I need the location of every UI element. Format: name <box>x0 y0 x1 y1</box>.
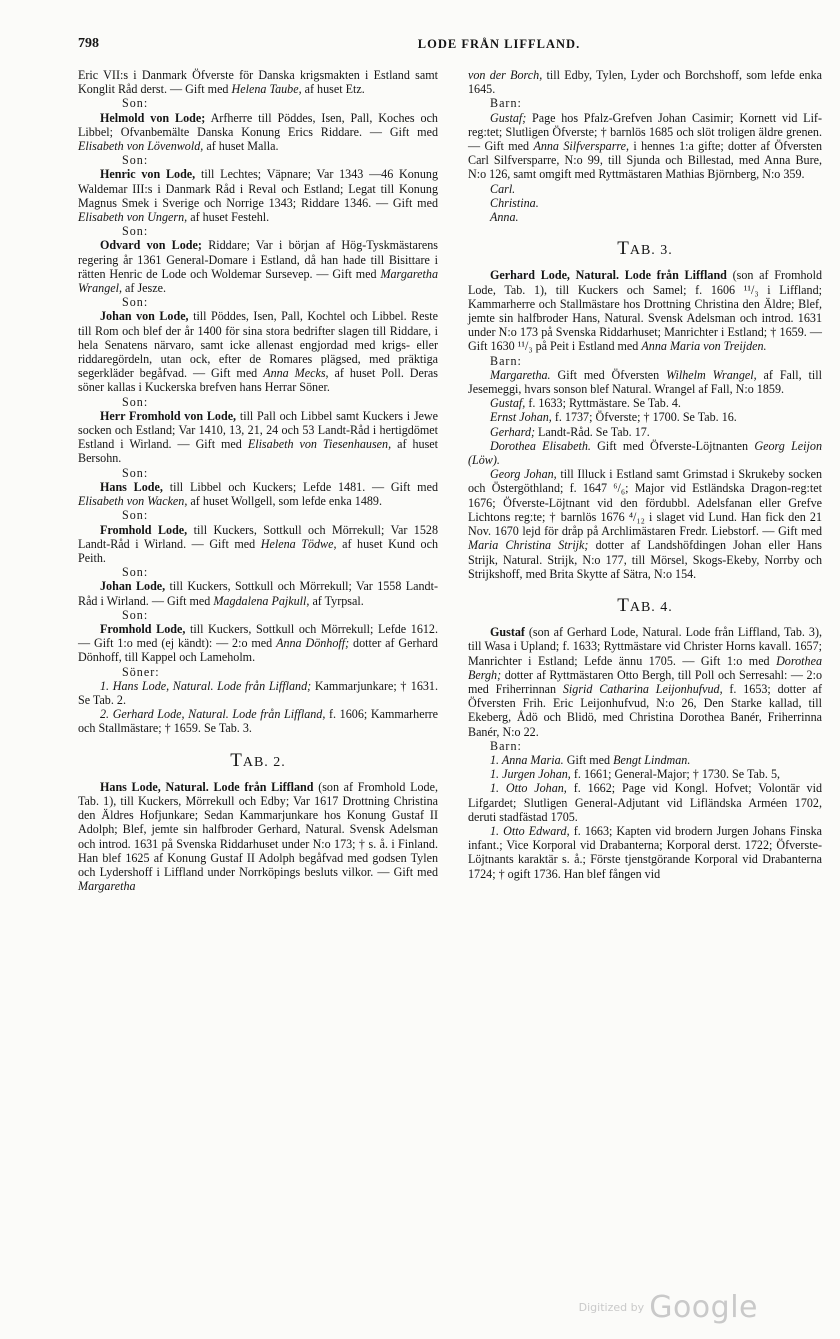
section-label: Son: <box>122 508 149 523</box>
section-label: Son: <box>122 465 149 480</box>
section-label: Son: <box>122 153 149 168</box>
paragraph: Johan von Lode, till Pöddes, Isen, Pall, Kochtel och Libbel. Reste till Rom och blef der år 1400 för sina stora bedrifter slagen till Riddare, i hela Senatens närvaro, samt icke allenast engjordad med krigs- eller riddaregördeln, utan ock, efter de Romares plägsed, med präktiga segerkläder begåfvad. — Gift med Anna Mecks, af huset Poll. Deras söner kallas i Kuckerska brefven hans Herrar Söner. <box>78 309 438 395</box>
right-column <box>468 68 822 881</box>
watermark-prefix: Digitized by <box>578 1301 645 1314</box>
list-item: Carl. <box>490 181 516 196</box>
paragraph: Herr Fromhold von Lode, till Pall och Libbel samt Kuckers i Jewe socken och Estland; Var 1410, 13, 21, 24 och 53 Landt-Råd i hertigdömet Estland i Wirland. — Gift med Elisabeth von Tiesenhausen, af huset Bersohn. <box>78 408 439 466</box>
paragraph: Gerhard Lode, Natural. Lode från Liffland (son af Fromhold Lode, Tab. 1), till Kuckers och Samel; f. 1606 ¹¹/₃ i Liffland; Kammarherre och Stallmästare hos Drottning Christina den Äldre; Blef, jemte sin halfbroder Hans, Natural. Svensk Adelsman och introd. 1631 under N:o 173 på Svenska Riddarhuset; Manrichter i Estland; † 1659. — Gift 1630 ¹¹/₃ på Peit i Estland med Anna Maria von Treijden. <box>468 268 822 354</box>
list-item: 2. Gerhard Lode, Natural. Lode från Liffland, f. 1606; Kammarherre och Stallmästare; † 1659. Se Tab. 3. <box>78 707 438 736</box>
section-label: Son: <box>122 565 149 580</box>
paragraph: Fromhold Lode, till Kuckers, Sottkull och Mörrekull; Lefde 1612. — Gift 1:o med (ej kändt): — 2:o med Anna Dönhoff; dotter af Gerhard Dönhoff, till Kappel och Lameholm. <box>78 621 438 665</box>
paragraph: Hans Lode, Natural. Lode från Liffland (son af Fromhold Lode, Tab. 1), till Kuckers, Mörrekull och Edby; Var 1617 Drottning Christina den Äldres Hofjunkare; Sedan Kammarjunkare hos Konung Gustaf II Adolph; Blef, jemte sin halfbroder Gerhard, Natural. Svensk Adelsman och introd. 1631 på Svenska Riddarhuset under N:o 173; † s. å. i Finland. Han blef 1625 af Konung Gustaf II Adolph begåfvad med godsen Tylen och Lydershoff i Liffland under Norrköpings besluts vilkor. — Gift med Margaretha <box>78 779 438 894</box>
paragraph: Gustaf (son af Gerhard Lode, Natural. Lode från Liffland, Tab. 3), till Wasa i Upland; f. 1633; Ryttmästare vid Christer Horns kavall. 1657; Manrichter i Estland; Lefde ännu 1705. — Gift 1:o med Dorothea Bergh; dotter af Ryttmästaren Otto Bergh, till Poll och Serresahl: — 2:o med Friherrinnan Sigrid Catharina Leijonhufvud, f. 1653; dotter af Öfversten Frih. Eric Leijonhufvud, N:o 26, Den Starke kallad, till Ekeberg, Ådö och Blidö, med Christina Dorothea Banér, Friherrinna Banér, N:o 22. <box>468 625 822 739</box>
paragraph: 1. Otto Edward, f. 1663; Kapten vid brodern Jurgen Johans Finska infant.; Vice Korporal vid Drabanterna; Korporal derst. 1722; Öfverste-Löjtnants karaktär s. å.; Förste tjenstgörande Korporal vid Drabanterna 1724; † ogift 1736. Han blef fången vid <box>468 823 822 881</box>
section-label: Son: <box>122 224 149 239</box>
page-header <box>78 36 810 56</box>
paragraph: 1. Anna Maria. Gift med Bengt Lindman. <box>490 752 691 767</box>
paragraph: Gustaf; Page hos Pfalz-Grefven Johan Casimir; Kornett vid Lif-reg:tet; Slutligen Öfverste; † barnlös 1685 och slöt troligen äldre grenen. — Gift med Anna Silfversparre, i hennes 1:a gifte; dotter af Öfversten Carl Silfversparre, N:o 99, till Sjunda och Billestad, med Anna Bure, N:o 126, samt omgift med Ryttmästaren Mathias Björnberg, N:o 359. <box>468 110 823 182</box>
paragraph: Georg Johan, till Illuck i Estland samt Grimstad i Skrukeby socken och Östergöthland; f. 1647 ⁶/₆; Major vid Estländska Dragon-reg:tet 1676; Öfverste-Löjtnant vid den fördubbl. Adelsfanan eller Grefve Lichtons reg:te; † barnlös 1676 ⁴/₁₂ i slaget vid Lund. Han fick den 21 Nov. 1670 lejd för dråp på Archlimästaren Fredr. Liebstorf. — Gift med Maria Christina Strijk; dotter af Landshöfdingen Johan eller Hans Strijk, Natural. Strijk, N:o 177, till Mörsel, Skogs-Ekeby, Norrby och Strijkshoff, med Brita Skytte af Sätra, N:o 154. <box>468 467 822 581</box>
table-heading-2: TAB. 2. <box>230 749 286 771</box>
paragraph: 1. Jurgen Johan, f. 1661; General-Major; † 1730. Se Tab. 5, <box>490 767 781 782</box>
section-label: Son: <box>122 607 149 622</box>
paragraph: Margaretha. Gift med Öfversten Wilhelm Wrangel, af Fall, till Jesemeggi, hvars sonson blef Natural. Wrangel af Fall, N:o 1859. <box>468 367 822 397</box>
section-label: Son: <box>122 96 149 111</box>
paragraph: Hans Lode, till Libbel och Kuckers; Lefde 1481. — Gift med Elisabeth von Wacken, af huset Wollgell, som lefde enka 1489. <box>78 479 439 509</box>
paragraph: Dorothea Elisabeth. Gift med Öfverste-Löjtnanten Georg Leijon (Löw). <box>468 438 822 468</box>
page-number: 798 <box>78 36 99 51</box>
paragraph: Henric von Lode, till Lechtes; Väpnare; Var 1343 —46 Konung Waldemar III:s i Danmark Råd i Reval och Estland; Legat till Konung Magnus Smek i Sverige och Norrige 1343; Riddare 1346. — Gift med Elisabeth von Ungern, af huset Festehl. <box>78 167 438 225</box>
paragraph: Helmold von Lode; Arfherre till Pöddes, Isen, Pall, Koches och Libbel; Ofvanbemälte Danska Konung Erics Riddare. — Gift med Elisabeth von Lövenwold, af huset Malla. <box>78 110 438 154</box>
section-label: Barn: <box>490 96 522 111</box>
paragraph: von der Borch, till Edby, Tylen, Lyder och Borchshoff, som lefde enka 1645. <box>468 68 822 97</box>
paragraph: Fromhold Lode, till Kuckers, Sottkull och Mörrekull; Var 1528 Landt-Råd i Wirland. — Gift med Helena Tödwe, af huset Kund och Peith. <box>78 522 438 565</box>
section-label: Son: <box>122 394 149 409</box>
running-title: LODE FRÅN LIFFLAND. <box>417 37 581 51</box>
list-item: Christina. <box>490 195 539 210</box>
list-item: Anna. <box>490 210 519 225</box>
left-column <box>78 68 438 893</box>
paragraph: Gustaf, f. 1633; Ryttmästare. Se Tab. 4. <box>490 396 681 411</box>
section-label: Söner: <box>122 664 160 679</box>
paragraph: Eric VII:s i Danmark Öfverste för Danska krigsmakten i Estland samt Konglit Råd derst. — Gift med Helena Taube, af huset Etz. <box>78 68 438 97</box>
section-label: Barn: <box>490 738 522 753</box>
digitized-by-google-watermark <box>579 1290 758 1325</box>
list-item: 1. Hans Lode, Natural. Lode från Liffland; Kammarjunkare; † 1631. Se Tab. 2. <box>78 678 438 707</box>
paragraph: Gerhard; Landt-Råd. Se Tab. 17. <box>490 424 650 439</box>
google-logo: Google <box>649 1290 758 1325</box>
section-label: Barn: <box>490 353 522 368</box>
paragraph: Johan Lode, till Kuckers, Sottkull och Mörrekull; Var 1558 Landt-Råd i Wirland. — Gift med Magdalena Pajkull, af Tyrpsal. <box>78 579 438 608</box>
paragraph: Odvard von Lode; Riddare; Var i början af Hög-Tyskmästarens regering år 1361 General-Domare i Estland, då han hade till Bisittare i rätten Henric de Lode och Woldemar Sursevep. — Gift med Margaretha Wrangel, af Jesze. <box>78 238 438 296</box>
table-heading-3: TAB. 3. <box>617 238 673 260</box>
paragraph: 1. Otto Johan, f. 1662; Page vid Kongl. Hofvet; Volontär vid Lifgardet; Slutligen General-Adjutant vid Lifländska Arméen 1702, deruti stadfästad 1705. <box>468 781 822 824</box>
table-heading-4: TAB. 4. <box>617 594 673 616</box>
paragraph: Ernst Johan, f. 1737; Öfverste; † 1700. Se Tab. 16. <box>490 410 737 425</box>
section-label: Son: <box>122 295 149 310</box>
